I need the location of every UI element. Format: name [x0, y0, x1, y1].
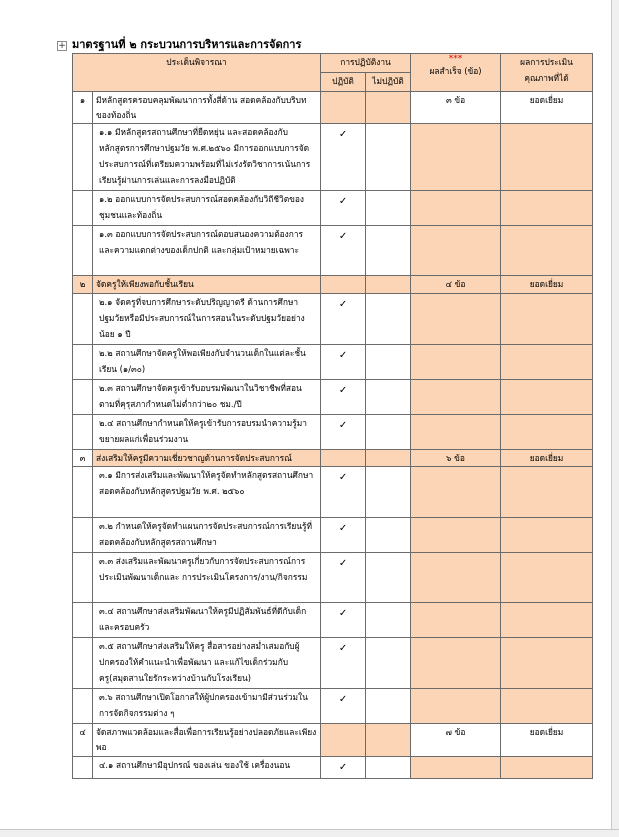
item-text: ๓.๕ สถานศึกษาส่งเสริมให้ครู สื่อสารอย่างสม่ำเสมอกับผู้ปกครองให้คำแนะนำเพื่อพัฒนา และแก้ไขเด็กร่วมกับครู(สมุดสานใยรักระหว่างบ้านกับโรงเรียน) [93, 638, 321, 689]
quality-cell [501, 518, 593, 553]
item-text: ๑.๒ ออกแบบการจัดประสบการณ์สอดคล้องกับวิถีชีวิตของชุมชนและท้องถิ่น [93, 191, 321, 226]
success-count: ๖ ข้อ [411, 449, 501, 467]
notdone-cell [366, 603, 411, 638]
success-cell [411, 414, 501, 449]
success-cell [411, 293, 501, 344]
check-mark-icon: ✓ [321, 757, 366, 779]
check-mark-icon: ✓ [321, 226, 366, 276]
header-success [411, 54, 501, 92]
success-cell [411, 553, 501, 603]
header-success-label: ผลสำเร็จ (ข้อ) [429, 66, 482, 76]
success-cell [411, 518, 501, 553]
check-mark-icon: ✓ [321, 191, 366, 226]
header-eval-line1: ผลการประเมิน [520, 57, 573, 67]
success-cell [411, 603, 501, 638]
success-count: ๔ ข้อ [411, 276, 501, 294]
header-criteria: ประเด็นพิจารณา [73, 54, 321, 92]
table-row-item-2-1 [73, 293, 593, 344]
done-cell [321, 724, 366, 757]
group-number: ๒ [73, 276, 93, 294]
quality-level: ยอดเยี่ยม [501, 276, 593, 294]
notdone-cell [366, 449, 411, 467]
quality-cell [501, 379, 593, 414]
success-cell [411, 191, 501, 226]
quality-level: ยอดเยี่ยม [501, 91, 593, 123]
quality-cell [501, 757, 593, 779]
header-notdone: ไม่ปฏิบัติ [366, 72, 411, 91]
done-cell [321, 276, 366, 294]
item-text: ๓.๓ ส่งเสริมและพัฒนาครูเกี่ยวกับการจัดประสบการณ์การประเมินพัฒนาเด็กและ การประเมินโครงการ/งาน/กิจกรรม [93, 553, 321, 603]
header-evaluation [501, 54, 593, 92]
check-mark-icon: ✓ [321, 553, 366, 603]
table-row-item-3-6 [73, 689, 593, 724]
check-mark-icon: ✓ [321, 379, 366, 414]
table-row-item-2-3 [73, 379, 593, 414]
success-cell [411, 638, 501, 689]
group-title: จัดครูให้เพียงพอกับชั้นเรียน [93, 276, 321, 294]
notdone-cell [366, 757, 411, 779]
check-mark-icon: ✓ [321, 689, 366, 724]
notdone-cell [366, 638, 411, 689]
table-row-group-3 [73, 449, 593, 467]
table-move-handle-icon[interactable]: + [58, 41, 66, 51]
page-edge-bottom [0, 829, 619, 837]
quality-cell [501, 226, 593, 276]
header-stars: *** [448, 54, 463, 64]
table-row-item-1-3 [73, 226, 593, 276]
quality-cell [501, 553, 593, 603]
item-text: ๓.๑ มีการส่งเสริมและพัฒนาให้ครูจัดทำหลักสูตรสถานศึกษา สอดคล้องกับหลักสูตรปฐมวัย พ.ศ. ๒๕๖๐ [93, 467, 321, 518]
success-cell [411, 344, 501, 379]
notdone-cell [366, 724, 411, 757]
table-row-item-3-3 [73, 553, 593, 603]
table-row-item-4-1 [73, 757, 593, 779]
check-mark-icon: ✓ [321, 518, 366, 553]
group-number: ๓ [73, 449, 93, 467]
quality-level: ยอดเยี่ยม [501, 449, 593, 467]
item-text: ๒.๑ จัดครูที่จบการศึกษาระดับปริญญาตรี ด้านการศึกษาปฐมวัยหรือมีประสบการณ์ในการสอนในระดับปฐมวัยอย่างน้อย ๑ ปี [93, 293, 321, 344]
standard-table [72, 53, 593, 779]
notdone-cell [366, 414, 411, 449]
notdone-cell [366, 553, 411, 603]
table-row-item-3-1 [73, 467, 593, 518]
page-edge-right [611, 0, 619, 837]
quality-level: ยอดเยี่ยม [501, 724, 593, 757]
table-row-item-2-4 [73, 414, 593, 449]
header-eval-line2: คุณภาพที่ได้ [524, 72, 569, 83]
quality-cell [501, 603, 593, 638]
notdone-cell [366, 293, 411, 344]
quality-cell [501, 467, 593, 518]
check-mark-icon: ✓ [321, 124, 366, 191]
done-cell [321, 91, 366, 123]
done-cell [321, 449, 366, 467]
check-mark-icon: ✓ [321, 603, 366, 638]
quality-cell [501, 344, 593, 379]
item-text: ๔.๑ สถานศึกษามีอุปกรณ์ ของเล่น ของใช้ เครื่องนอน [93, 757, 321, 779]
item-text: ๓.๖ สถานศึกษาเปิดโอกาสให้ผู้ปกครองเข้ามามีส่วนร่วมในการจัดกิจกรรมต่าง ๆ [93, 689, 321, 724]
table-row-group-1 [73, 91, 593, 123]
item-text: ๓.๔ สถานศึกษาส่งเสริมพัฒนาให้ครูมีปฏิสัมพันธ์ที่ดีกับเด็กและครอบครัว [93, 603, 321, 638]
quality-cell [501, 293, 593, 344]
group-number: ๑ [73, 91, 93, 123]
quality-cell [501, 191, 593, 226]
item-text: ๑.๓ ออกแบบการจัดประสบการณ์ตอบสนองความต้องการ และความแตกต่างของเด็กปกติ และกลุ่มเป้าหมายเฉพาะ [93, 226, 321, 276]
check-mark-icon: ✓ [321, 414, 366, 449]
table-row-item-1-1 [73, 124, 593, 191]
table-row-group-2 [73, 276, 593, 294]
table-row-item-3-2 [73, 518, 593, 553]
item-text: ๒.๓ สถานศึกษาจัดครูเข้ารับอบรมพัฒนาในวิชาชีพที่สอนตามที่คุรุสภากำหนดไม่ต่ำกว่า๒๐ ชม./ปี [93, 379, 321, 414]
group-title: ส่งเสริมให้ครูมีความเชี่ยวชาญด้านการจัดประสบการณ์ [93, 449, 321, 467]
success-count: ๗ ข้อ [411, 724, 501, 757]
success-count: ๓ ข้อ [411, 91, 501, 123]
success-cell [411, 124, 501, 191]
check-mark-icon: ✓ [321, 638, 366, 689]
quality-cell [501, 414, 593, 449]
item-text: ๒.๔ สถานศึกษากำหนดให้ครูเข้ารับการอบรมนำความรู้มาขยายผลแก่เพื่อนร่วมงาน [93, 414, 321, 449]
check-mark-icon: ✓ [321, 293, 366, 344]
group-title: มีหลักสูตรครอบคลุมพัฒนาการทั้งสี่ด้าน สอดคล้องกับบริบทของท้องถิ่น [93, 91, 321, 123]
item-text: ๒.๒ สถานศึกษาจัดครูให้พอเพียงกับจำนวนเด็กในแต่ละชั้นเรียน (๑/๓๐) [93, 344, 321, 379]
item-text: ๓.๒ กำหนดให้ครูจัดทำแผนการจัดประสบการณ์การเรียนรู้ที่สอดคล้องกับหลักสูตรสถานศึกษา [93, 518, 321, 553]
success-cell [411, 467, 501, 518]
header-practice: การปฏิบัติงาน [321, 54, 411, 73]
success-cell [411, 226, 501, 276]
notdone-cell [366, 191, 411, 226]
check-mark-icon: ✓ [321, 344, 366, 379]
header-done: ปฏิบัติ [321, 72, 366, 91]
notdone-cell [366, 124, 411, 191]
notdone-cell [366, 344, 411, 379]
notdone-cell [366, 467, 411, 518]
notdone-cell [366, 379, 411, 414]
table-row-item-3-4 [73, 603, 593, 638]
table-row-group-4 [73, 724, 593, 757]
table-row-item-1-2 [73, 191, 593, 226]
quality-cell [501, 689, 593, 724]
success-cell [411, 689, 501, 724]
quality-cell [501, 638, 593, 689]
notdone-cell [366, 91, 411, 123]
group-title: จัดสภาพแวดล้อมและสื่อเพื่อการเรียนรู้อย่างปลอดภัยและเพียงพอ [93, 724, 321, 757]
quality-cell [501, 124, 593, 191]
success-cell [411, 379, 501, 414]
item-text: ๑.๑ มีหลักสูตรสถานศึกษาที่ยืดหยุ่น และสอดคล้องกับหลักสูตรการศึกษาปฐมวัย พ.ศ.๒๕๖๐ มีการออกแบบการจัดประสบการณ์ที่เตรียมความพร้อมที่ไม่เร่งรัดวิชาการเน้นการเรียนรู้ผ่านการเล่นและการลงมือปฏิบัติ [93, 124, 321, 191]
table-row-item-3-5 [73, 638, 593, 689]
table-row-item-2-2 [73, 344, 593, 379]
section-heading: มาตรฐานที่ ๒ กระบวนการบริหารและการจัดการ [72, 38, 302, 51]
notdone-cell [366, 689, 411, 724]
check-mark-icon: ✓ [321, 467, 366, 518]
group-number: ๔ [73, 724, 93, 757]
notdone-cell [366, 276, 411, 294]
notdone-cell [366, 518, 411, 553]
notdone-cell [366, 226, 411, 276]
success-cell [411, 757, 501, 779]
